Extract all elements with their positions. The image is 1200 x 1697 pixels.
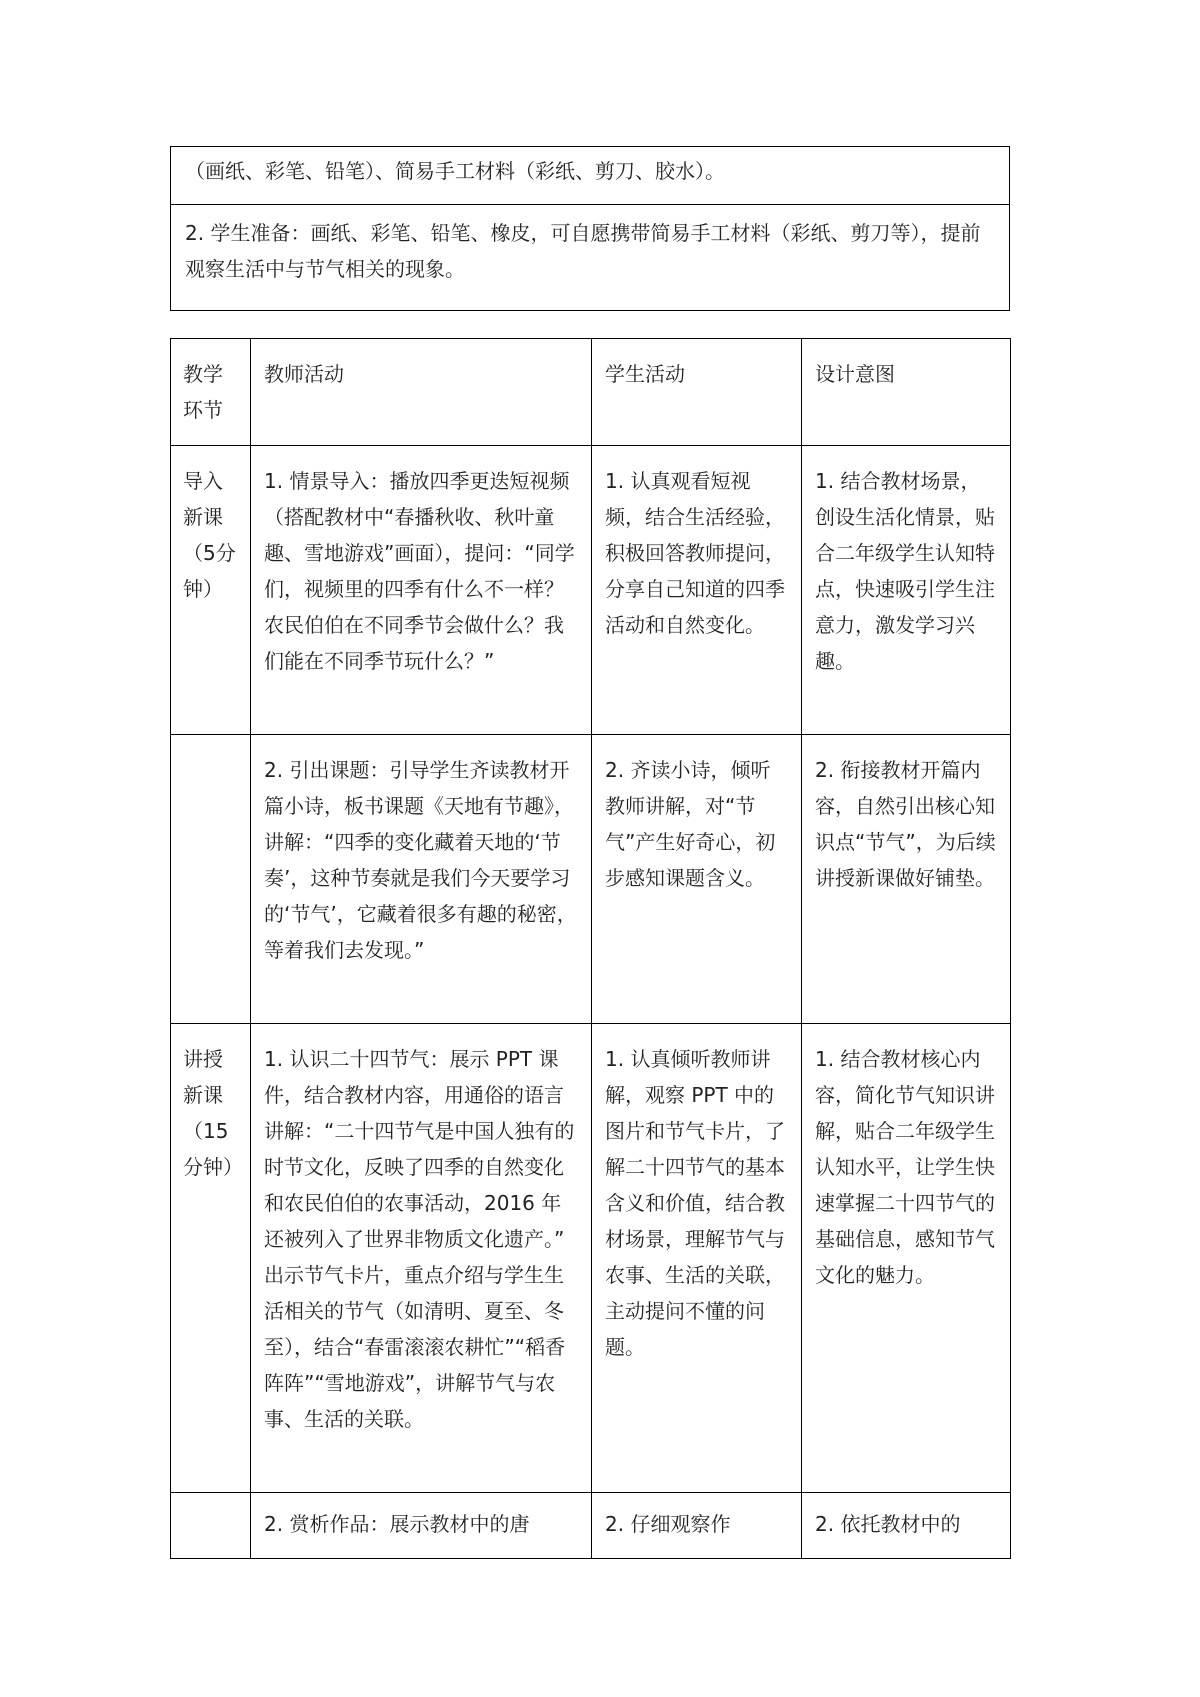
student-activity-cell: 2. 仔细观察作 [592, 1493, 802, 1559]
student-activity-cell: 1. 认真倾听教师讲解，观察 PPT 中的图片和节气卡片，了解二十四节气的基本含义和价值，结合教材场景，理解节气与农事、生活的关联，主动提问不懂的问题。 [592, 1024, 802, 1493]
lesson-plan-table [170, 338, 1011, 1559]
design-intent-cell: 1. 结合教材场景，创设生活化情景，贴合二年级学生认知特点，快速吸引学生注意力，激发学习兴趣。 [802, 446, 1011, 735]
stage-cell: 导入新课（5分钟） [171, 446, 251, 735]
table-row [171, 1024, 1011, 1493]
design-intent-cell: 1. 结合教材核心内容，简化节气知识讲解，贴合二年级学生认知水平，让学生快速掌握二十四节气的基础信息，感知节气文化的魅力。 [802, 1024, 1011, 1493]
table-row [171, 735, 1011, 1024]
preparation-line-materials: （画纸、彩笔、铅笔）、简易手工材料（彩纸、剪刀、胶水）。 [185, 159, 725, 183]
header-student-activity: 学生活动 [592, 339, 802, 446]
header-design-intent: 设计意图 [802, 339, 1011, 446]
teacher-activity-cell: 2. 引出课题：引导学生齐读教材开篇小诗，板书课题《天地有节趣》，讲解：“四季的变化藏着天地的‘节奏’，这种节奏就是我们今天要学习的‘节气’，它藏着很多有趣的秘密，等着我们去发现。” [251, 735, 592, 1024]
stage-cell [171, 1493, 251, 1559]
table-row [171, 1493, 1011, 1559]
table-row [171, 446, 1011, 735]
teacher-activity-cell: 1. 情景导入：播放四季更迭短视频（搭配教材中“春播秋收、秋叶童趣、雪地游戏”画面），提问：“同学们，视频里的四季有什么不一样？农民伯伯在不同季节会做什么？我们能在不同季节玩什么？” [251, 446, 592, 735]
teacher-activity-cell: 2. 赏析作品：展示教材中的唐 [251, 1493, 592, 1559]
preparation-box [170, 146, 1010, 311]
teacher-activity-cell: 1. 认识二十四节气：展示 PPT 课件，结合教材内容，用通俗的语言讲解：“二十四节气是中国人独有的时节文化，反映了四季的自然变化和农民伯伯的农事活动，2016 年还被列入了世界非物质文化遗产。” 出示节气卡片，重点介绍与学生生活相关的节气（如清明、夏至、冬至），结合“春雷滚滚农耕忙”“稻香阵阵”“雪地游戏”，讲解节气与农事、生活的关联。 [251, 1024, 592, 1493]
design-intent-cell: 2. 衔接教材开篇内容，自然引出核心知识点“节气”，为后续讲授新课做好铺垫。 [802, 735, 1011, 1024]
header-stage: 教学环节 [171, 339, 251, 446]
table-header-row [171, 339, 1011, 446]
student-activity-cell: 1. 认真观看短视频，结合生活经验，积极回答教师提问，分享自己知道的四季活动和自然变化。 [592, 446, 802, 735]
header-teacher-activity: 教师活动 [251, 339, 592, 446]
stage-cell [171, 735, 251, 1024]
design-intent-cell: 2. 依托教材中的 [802, 1493, 1011, 1559]
student-activity-cell: 2. 齐读小诗，倾听教师讲解，对“节气”产生好奇心，初步感知课题含义。 [592, 735, 802, 1024]
preparation-line-student: 2. 学生准备：画纸、彩笔、铅笔、橡皮，可自愿携带简易手工材料（彩纸、剪刀等），提前观察生活中与节气相关的现象。 [171, 204, 1009, 287]
stage-cell: 讲授新课（15分钟） [171, 1024, 251, 1493]
